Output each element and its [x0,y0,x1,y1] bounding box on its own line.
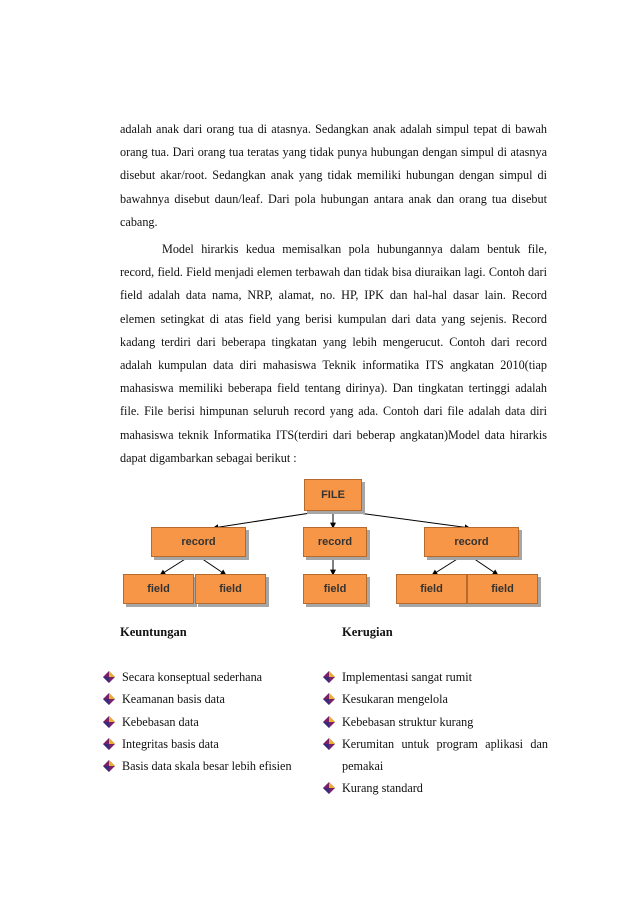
arrow-record1-field-2 [198,556,226,575]
field-box-1: field [123,574,194,604]
arrow-bullet-icon [322,781,336,795]
list-item-text: Kesukaran mengelola [342,692,448,707]
list-item [102,755,312,777]
record-box-2: record [303,527,367,557]
arrow-bullet-icon [322,715,336,729]
list-item-text: Kebebasan data [122,714,199,729]
arrow-record3-field-4 [432,556,462,575]
arrow-bullet-icon [322,670,336,684]
list-item-text: Keamanan basis data [122,692,225,707]
list-item [322,777,548,799]
disadvantages-list [322,666,548,800]
advantages-list [102,666,312,777]
list-item [102,688,312,710]
hierarchy-diagram [0,470,638,620]
arrow-record3-field-5 [470,556,498,575]
arrow-bullet-icon [322,692,336,706]
list-item [322,711,548,733]
list-item [322,733,548,778]
paragraph-hierarchical-model: Model hirarkis kedua memisalkan pola hubungannya dalam bentuk file, record, field. Field menjadi elemen terbawah dan tidak bisa diuraikan lagi. Contoh dari field adalah data nama, NRP, alamat, no. HP, IPK dan hal-hal dasar lain. Record elemen setingkat di atas field yang berisi kumpulan dari data yang sejenis. Record kadang terdiri dari beberapa tingkatan yang lebih mengerucut. Contoh dari record adalah kumpulan data diri mahasiswa Teknik informatika ITS angkatan 2010(tiap mahasiswa memiliki beberapa field tentang dirinya). Dan tingkatan tertinggi adalah file. File berisi himpunan seluruh record yang ada. Contoh dari file adalah data diri mahasiswa teknik Informatika ITS(terdiri dari beberap angkatan)Model data hirarkis dapat digambarkan sebagai berikut : [120,242,547,465]
list-item-text: Kurang standard [342,781,423,796]
arrow-file-record-3 [336,510,470,528]
paragraph-tree-terms: adalah anak dari orang tua di atasnya. Sedangkan anak adalah simpul tepat di bawah orang tua. Dari orang tua teratas yang tidak punya hubungan dengan simpul di atasnya disebut akar/root. Sedangkan anak yang tidak memiliki hubungan dengan simpul di bawahnya disebut daun/leaf. Dari pola hubungan antara anak dan orang tua disebut cabang. [120,122,547,229]
list-item-text: Basis data skala besar lebih efisien [122,759,292,774]
list-item-text: Kerumitan untuk program aplikasi dan pemakai [342,736,548,774]
record-box-3: record [424,527,519,557]
arrow-bullet-icon [102,715,116,729]
disadvantages-heading: Kerugian [342,625,393,639]
arrow-bullet-icon [102,759,116,773]
field-box-5: field [467,574,538,604]
record-box-1: record [151,527,246,557]
arrow-record1-field-1 [160,556,190,575]
advantages-heading: Keuntungan [120,625,187,639]
arrow-file-record-1 [213,510,330,528]
file-box: FILE [304,479,362,511]
list-item-text: Implementasi sangat rumit [342,670,472,684]
list-item [102,666,312,688]
list-item [322,688,548,710]
list-item [102,711,312,733]
arrow-bullet-icon [102,737,116,751]
list-item [322,666,548,688]
arrow-bullet-icon [102,692,116,706]
field-box-3: field [303,574,367,604]
arrow-bullet-icon [322,737,336,751]
list-item-text: Kebebasan struktur kurang [342,714,474,729]
arrow-bullet-icon [102,670,116,684]
list-item-text: Integritas basis data [122,736,219,751]
field-box-2: field [195,574,266,604]
field-box-4: field [396,574,467,604]
list-item-text: Secara konseptual sederhana [122,670,263,684]
list-item [102,733,312,755]
